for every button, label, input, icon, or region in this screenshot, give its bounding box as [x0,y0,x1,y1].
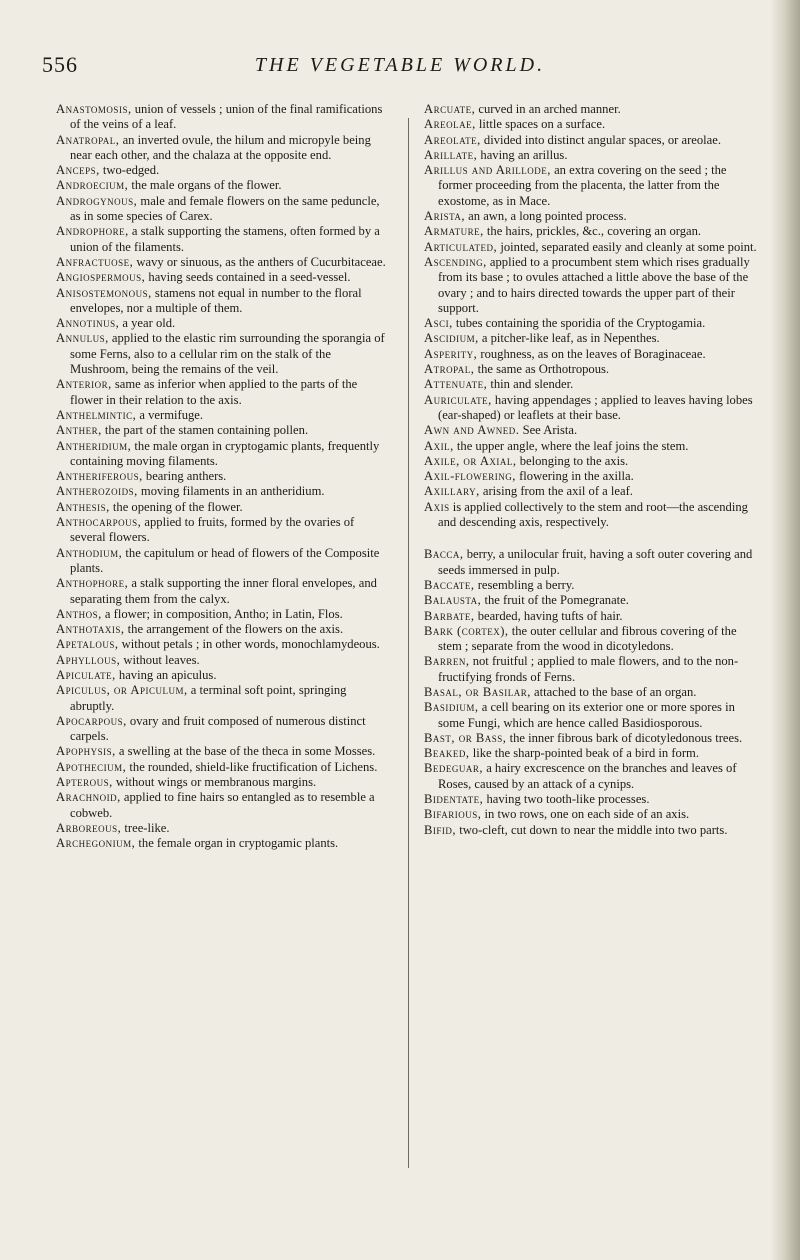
glossary-entry [424,347,760,362]
glossary-entry [56,714,392,745]
glossary-definition: curved in an arched manner. [475,102,621,116]
glossary-column-left [56,102,392,852]
glossary-definition: the fruit of the Pomegranate. [481,593,629,608]
glossary-definition: an awn, a long pointed process. [465,209,627,224]
glossary-term: Auriculate, [424,392,492,407]
glossary-term: Axis [424,499,450,514]
glossary-term: Arcuate, [424,102,476,116]
glossary-definition: stamens not equal in number to the floral envelopes, nor a multiple of them. [70,285,362,315]
glossary-term: Anisostemonous, [56,285,152,300]
glossary-definition: applied to the elastic rim surrounding the sporangia of some Ferns, also to a cellular rim on the stalk of the Mushroom, being the remains of the veil. [70,331,385,377]
glossary-definition: the upper angle, where the leaf joins the stem. [453,438,689,453]
glossary-term: Attenuate, [424,377,488,392]
glossary-entry [56,836,392,851]
glossary-term: Archegonium, [56,836,136,851]
glossary-term: Apothecium, [56,759,127,774]
glossary-definition: without wings or membranous margins. [112,775,317,790]
glossary-definition: wavy or sinuous, as the anthers of Cucurbitaceae. [133,254,386,269]
glossary-entry [424,163,760,209]
glossary-definition: the outer cellular and fibrous covering of the stem ; separate from the wood in dicotyledons. [438,623,737,654]
glossary-definition: ovary and fruit composed of numerous distinct carpels. [70,713,366,744]
glossary-term: Asci, [424,316,453,331]
glossary-term: Anther, [56,423,102,438]
glossary-definition: having appendages ; applied to leaves having lobes (ear-shaped) or leaflets at their base. [438,392,753,422]
glossary-entry [56,194,392,225]
glossary-entry [424,102,760,117]
section-gap [424,530,760,547]
glossary-entry [424,484,760,499]
glossary-term: Anthesis, [56,499,110,514]
glossary-definition: tree-like. [121,820,170,835]
glossary-entry [56,469,392,484]
glossary-definition: See Arista. [519,423,578,438]
glossary-column-right [424,102,760,838]
glossary-entry [56,500,392,515]
glossary-term: Aphyllous, [56,652,121,667]
glossary-entry [424,547,760,578]
glossary-entry [56,637,392,652]
glossary-term: Anthotaxis, [56,622,125,637]
glossary-definition: bearded, having tufts of hair. [474,608,623,623]
glossary-entry [424,469,760,484]
glossary-entry [56,821,392,836]
glossary-term: Bast, or Bass, [424,730,507,745]
glossary-entry [424,654,760,685]
glossary-entry [56,622,392,637]
glossary-entry [56,775,392,790]
glossary-term: Annotinus, [56,316,120,331]
glossary-entry [424,454,760,469]
glossary-entry [424,823,760,838]
glossary-entry [424,807,760,822]
glossary-definition: having two tooth-like processes. [483,792,650,807]
glossary-definition: applied to fine hairs so entangled as to resemble a cobweb. [70,790,375,820]
glossary-entry [424,240,760,255]
glossary-term: Anastomosis, [56,102,132,116]
glossary-entry [56,408,392,423]
glossary-entry [424,792,760,807]
glossary-entry [56,760,392,775]
glossary-definition: an inverted ovule, the hilum and micropyle being near each other, and the chalaza at the opposite end. [70,132,371,162]
glossary-definition: applied to a procumbent stem which rises gradually from its base ; to ovules attached a little above the base of the ovary ; and to hairs directed towards the upper part of their support. [438,254,750,315]
glossary-definition: a stalk supporting the inner floral envelopes, and separating them from the calyx. [70,576,377,606]
glossary-entry [424,761,760,792]
glossary-definition: a year old. [119,316,176,331]
glossary-term: Apophysis, [56,744,116,759]
glossary-definition: in two rows, one on each side of an axis. [481,807,690,822]
glossary-definition: a stalk supporting the stamens, often formed by a union of the filaments. [70,224,380,254]
glossary-term: Antherozoids, [56,484,138,499]
glossary-term: Bark (cortex), [424,623,509,638]
glossary-entry [424,316,760,331]
glossary-entry [56,668,392,683]
glossary-term: Apterous, [56,775,113,790]
glossary-entry [56,423,392,438]
glossary-term: Anthos, [56,606,102,621]
glossary-term: Anthophore, [56,576,129,591]
glossary-definition: divided into distinct angular spaces, or areolae. [480,132,722,147]
glossary-term: Armature, [424,224,484,239]
glossary-term: Androphore, [56,224,129,239]
glossary-definition: applied to fruits, formed by the ovaries of several flowers. [70,515,355,545]
glossary-term: Anceps, [56,163,100,178]
glossary-entry [424,224,760,239]
glossary-definition: the inner fibrous bark of dicotyledonous trees. [506,730,743,745]
glossary-term: Anthocarpous, [56,515,142,530]
glossary-entry [56,744,392,759]
glossary-definition: a vermifuge. [136,407,204,422]
glossary-term: Axil, [424,438,454,453]
glossary-entry [56,286,392,317]
glossary-entry [424,377,760,392]
glossary-term: Antheridium, [56,438,132,453]
glossary-definition: not fruitful ; applied to male flowers, and to the non-fructifying fronds of Ferns. [438,654,739,684]
glossary-definition: having seeds contained in a seed-vessel. [145,270,351,285]
glossary-term: Bacca, [424,547,464,562]
glossary-definition: male and female flowers on the same peduncle, as in some species of Carex. [70,193,380,224]
glossary-entry [56,316,392,331]
glossary-definition: the part of the stamen containing pollen. [101,423,309,438]
glossary-entry [424,624,760,655]
glossary-entry [56,439,392,470]
glossary-definition: a flower; in composition, Antho; in Latin, Flos. [101,606,343,621]
page-number: 556 [42,52,78,77]
glossary-entry [424,255,760,316]
glossary-entry [56,163,392,178]
glossary-term: Bidentate, [424,792,484,807]
glossary-definition: attached to the base of an organ. [530,684,697,699]
glossary-definition: thin and slender. [487,377,574,392]
glossary-definition: the rounded, shield-like fructification of Lichens. [126,759,378,774]
glossary-entry [424,500,760,531]
glossary-definition: a pitcher-like leaf, as in Nepenthes. [478,331,660,346]
glossary-term: Arboreous, [56,820,122,835]
glossary-entry [424,731,760,746]
glossary-entry [56,546,392,577]
glossary-definition: little spaces on a surface. [475,117,606,132]
glossary-entry [424,685,760,700]
glossary-term: Basal, or Basilar, [424,684,531,699]
glossary-entry [56,377,392,408]
glossary-entry [424,423,760,438]
glossary-term: Androgynous, [56,193,138,208]
glossary-entry [424,746,760,761]
glossary-definition: a hairy excrescence on the branches and leaves of Roses, caused by an attack of a cynips. [438,761,737,791]
glossary-definition: the arrangement of the flowers on the axis. [124,622,344,637]
glossary-definition: two-edged. [99,163,160,178]
glossary-entry [56,607,392,622]
glossary-term: Articulated, [424,239,498,254]
glossary-entry [424,331,760,346]
glossary-entry [424,393,760,424]
glossary-entry [56,576,392,607]
glossary-entry [424,117,760,132]
glossary-entry [424,700,760,731]
glossary-entry [56,683,392,714]
glossary-entry [424,578,760,593]
glossary-definition: the male organs of the flower. [128,178,282,193]
glossary-definition: bearing anthers. [142,469,227,484]
glossary-term: Apocarpous, [56,713,127,728]
glossary-definition: flowering in the axilla. [515,469,634,484]
glossary-entry [56,133,392,164]
glossary-definition: the capitulum or head of flowers of the Composite plants. [70,545,380,575]
glossary-term: Awn and Awned. [424,423,520,438]
glossary-definition: the male organ in cryptogamic plants, frequently containing moving filaments. [70,438,380,468]
glossary-term: Beaked, [424,746,470,761]
glossary-term: Apiculus, or Apiculum, [56,683,188,698]
glossary-term: Angiospermous, [56,270,146,285]
glossary-definition: without petals ; in other words, monochlamydeous. [118,637,380,652]
glossary-term: Basidium, [424,700,479,715]
glossary-term: Anthodium, [56,545,123,560]
glossary-definition: the hairs, prickles, &c., covering an organ. [483,224,702,239]
glossary-entry [424,593,760,608]
glossary-entry [424,362,760,377]
glossary-term: Areolate, [424,132,481,147]
glossary-entry [56,102,392,133]
glossary-definition: tubes containing the sporidia of the Cryptogamia. [452,316,706,331]
glossary-term: Arillus and Arillode, [424,163,551,178]
glossary-term: Annulus, [56,331,109,346]
glossary-definition: arising from the axil of a leaf. [479,484,633,499]
glossary-definition: is applied collectively to the stem and root—the ascending and descending axis, respectively. [438,499,748,530]
glossary-term: Axillary, [424,484,480,499]
glossary-definition: resembling a berry. [474,577,575,592]
glossary-definition: an extra covering on the seed ; the former proceeding from the placenta, the latter from the exostome, as in Mace. [438,163,727,208]
glossary-term: Anterior, [56,377,112,392]
glossary-term: Balausta, [424,593,482,608]
glossary-definition: having an apiculus. [115,667,217,682]
glossary-entry [56,178,392,193]
glossary-term: Antheriferous, [56,469,143,484]
glossary-definition: same as inferior when applied to the parts of the flower in their relation to the axis. [70,377,358,407]
glossary-term: Androecium, [56,178,129,193]
glossary-term: Ascidium, [424,331,479,346]
running-head-title: THE VEGETABLE WORLD. [254,54,546,76]
glossary-entry [424,439,760,454]
glossary-term: Apiculate, [56,667,116,682]
glossary-entry [424,209,760,224]
glossary-term: Arillate, [424,147,478,162]
glossary-definition: moving filaments in an antheridium. [137,484,325,499]
glossary-term: Axil-flowering, [424,469,516,484]
glossary-entry [424,148,760,163]
glossary-entry [56,515,392,546]
glossary-term: Bifid, [424,822,457,837]
glossary-term: Anfractuose, [56,254,134,269]
glossary-term: Barren, [424,654,470,669]
glossary-term: Baccate, [424,577,475,592]
column-divider [408,118,409,1168]
glossary-definition: a terminal soft point, springing abruptly. [70,683,347,713]
glossary-definition: having an arillus. [477,147,568,162]
glossary-entry [56,224,392,255]
glossary-entry [424,609,760,624]
glossary-term: Asperity, [424,346,478,361]
glossary-definition: the female organ in cryptogamic plants. [135,836,339,851]
glossary-term: Axile, or Axial, [424,453,517,468]
glossary-definition: a cell bearing on its exterior one or more spores in some Fungi, which are hence called Basidiosporous. [438,700,735,730]
glossary-term: Apetalous, [56,637,119,652]
glossary-entry [56,255,392,270]
glossary-definition: union of vessels ; union of the final ramifications of the veins of a leaf. [70,102,383,132]
glossary-term: Anthelmintic, [56,407,137,422]
glossary-definition: without leaves. [120,652,200,667]
glossary-term: Atropal, [424,362,475,377]
glossary-definition: belonging to the axis. [516,453,629,468]
glossary-entry [56,790,392,821]
glossary-term: Areolae, [424,117,476,132]
glossary-term: Ascending, [424,254,487,269]
glossary-definition: a swelling at the base of the theca in some Mosses. [115,744,376,759]
glossary-definition: the same as Orthotropous. [474,362,610,377]
glossary-term: Bifarious, [424,807,482,822]
glossary-definition: roughness, as on the leaves of Boraginaceae. [477,346,706,361]
glossary-definition: jointed, separated easily and cleanly at some point. [497,239,757,254]
glossary-definition: berry, a unilocular fruit, having a soft outer covering and seeds immersed in pulp. [438,547,753,577]
glossary-entry [424,133,760,148]
glossary-term: Arista, [424,209,466,224]
page-edge-shadow [770,0,800,1260]
glossary-definition: two-cleft, cut down to near the middle into two parts. [456,822,728,837]
glossary-entry [56,484,392,499]
glossary-entry [56,653,392,668]
glossary-term: Anatropal, [56,132,120,147]
glossary-entry [56,270,392,285]
glossary-term: Arachnoid, [56,790,121,805]
glossary-entry [56,331,392,377]
glossary-term: Barbate, [424,608,475,623]
glossary-definition: the opening of the flower. [109,499,243,514]
glossary-term: Bedeguar, [424,761,484,776]
glossary-definition: like the sharp-pointed beak of a bird in form. [469,746,699,761]
